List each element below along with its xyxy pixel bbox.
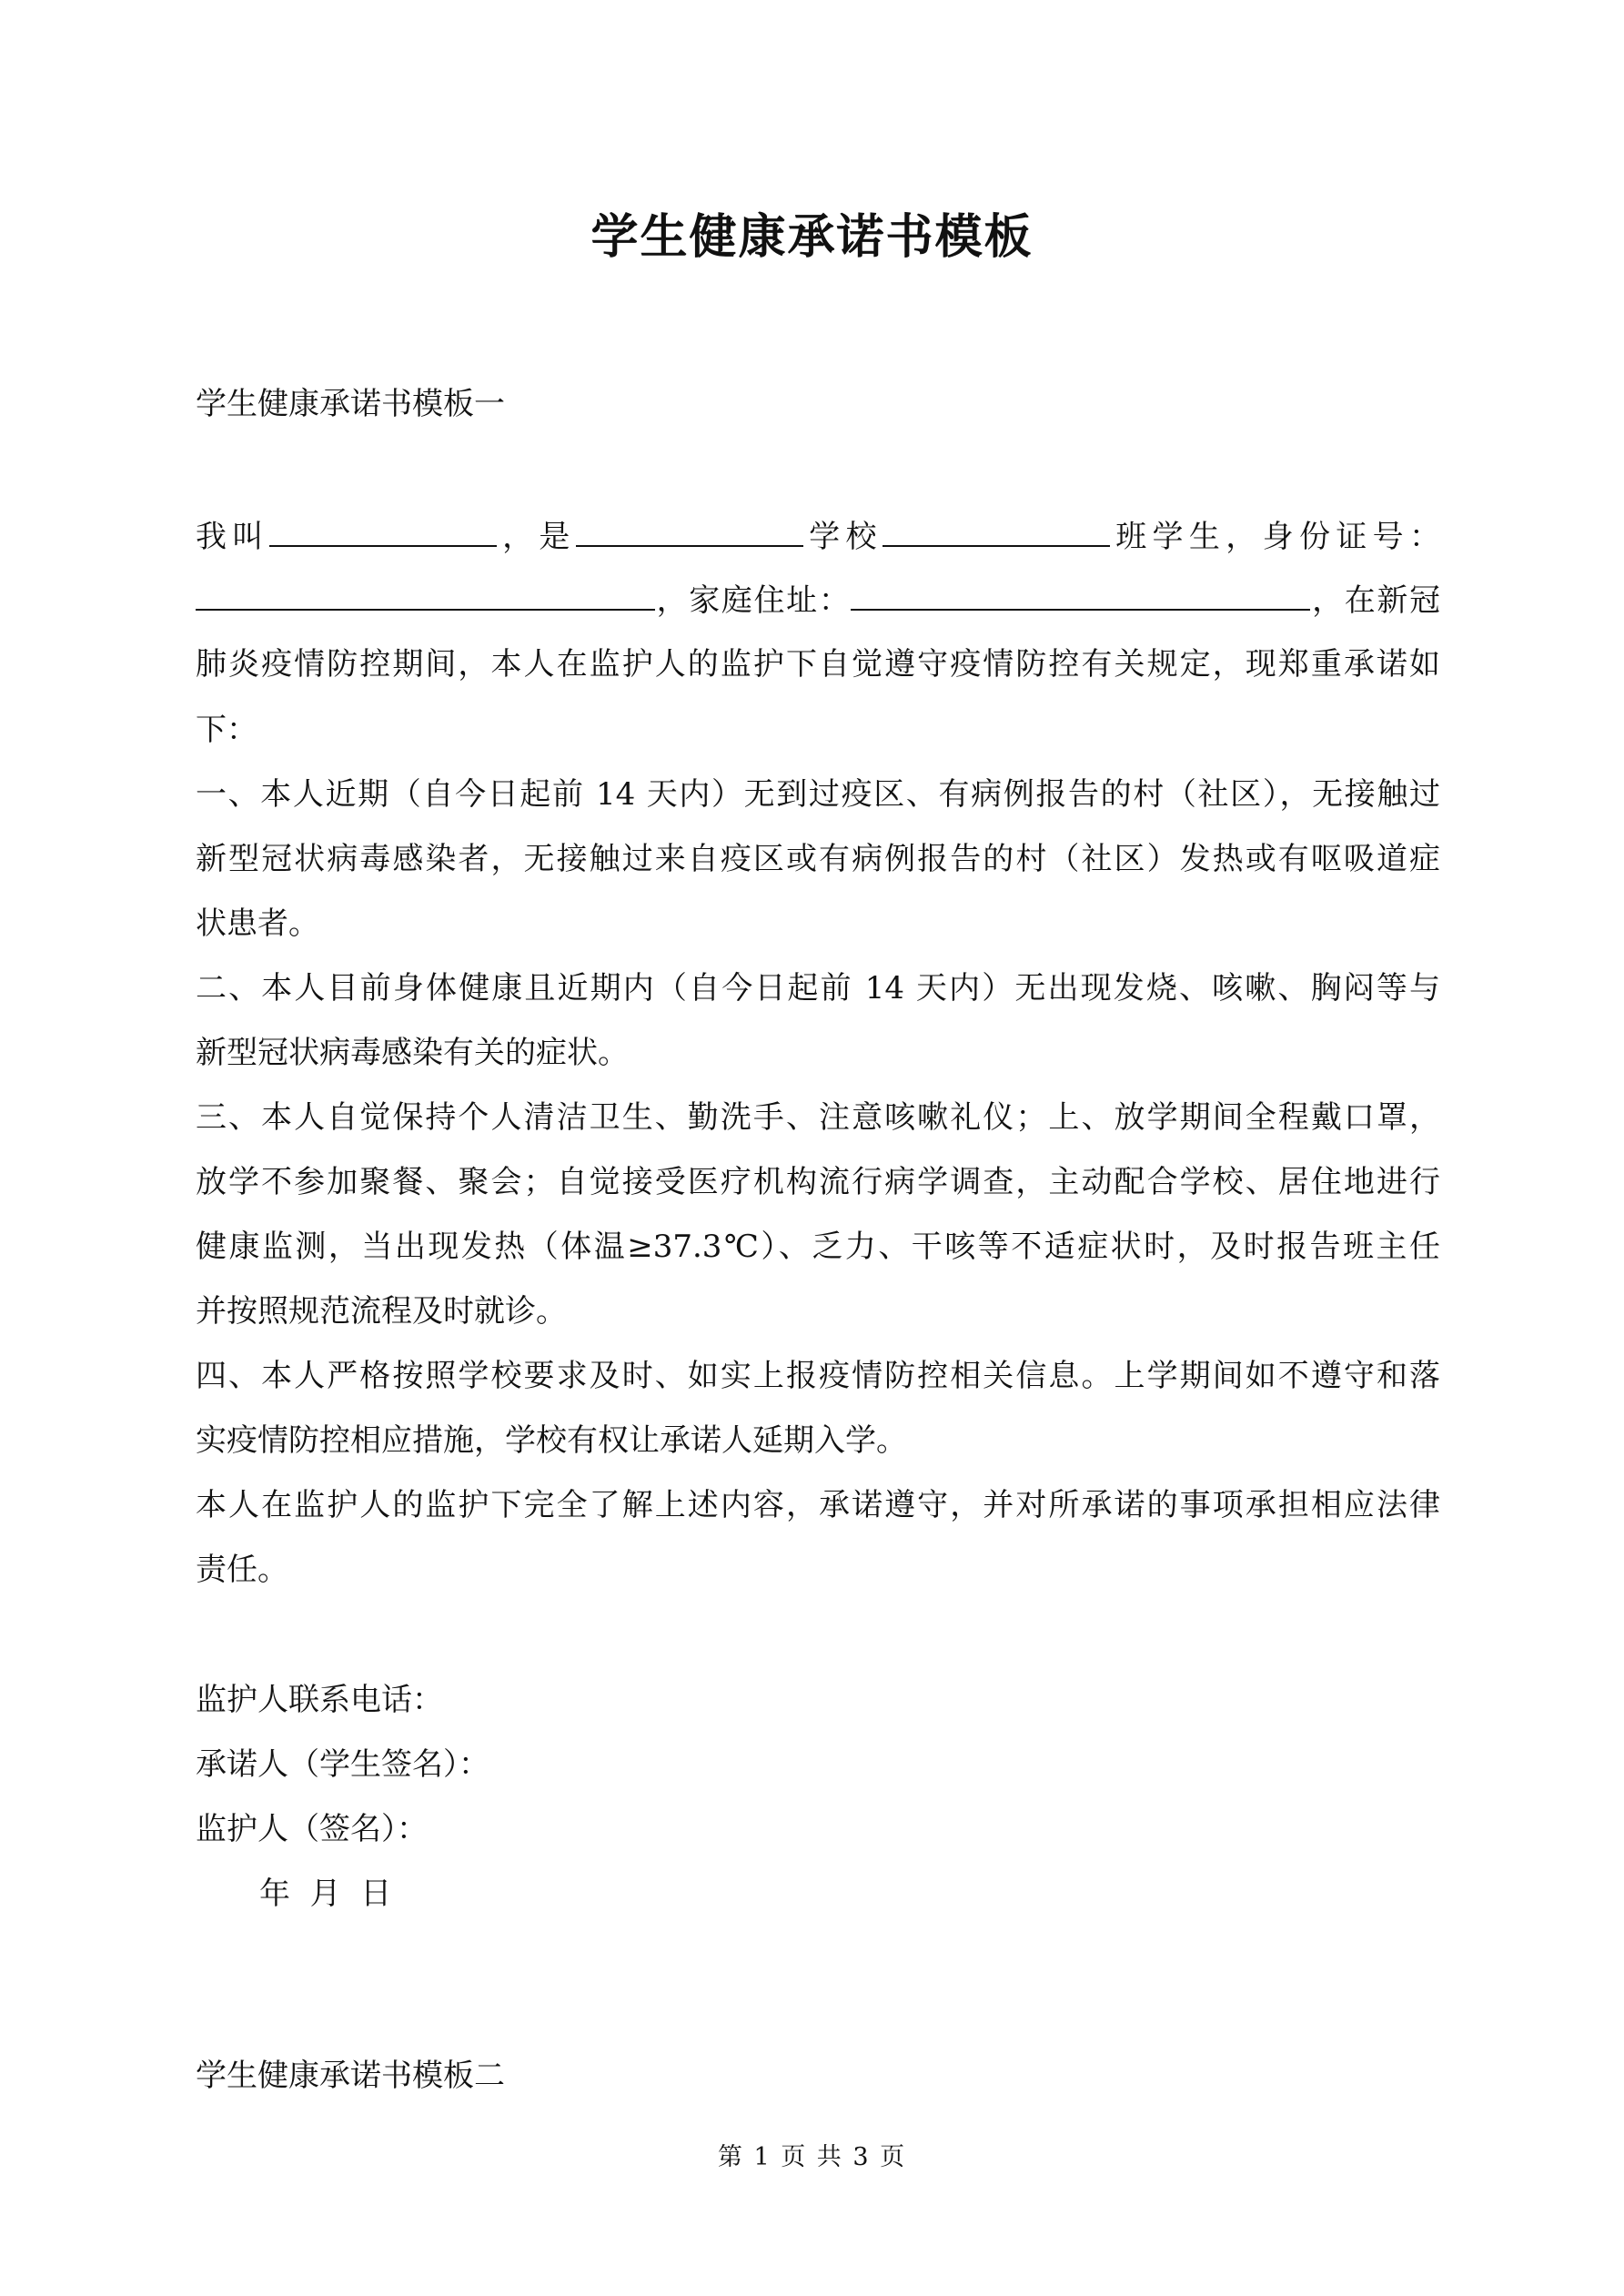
intro-text: 班学生，身份证号： (1109, 519, 1441, 555)
intro-text: ，是 (496, 519, 576, 555)
date-label: 年 月 日 (259, 1876, 392, 1912)
intro-line-1 (196, 517, 1440, 557)
class-blank[interactable] (883, 518, 1110, 547)
intro-text: ，在新冠 (1310, 582, 1441, 619)
clause-three-line-1: 三、本人自觉保持个人清洁卫生、勤洗手、注意咳嗽礼仪；上、放学期间全程戴口罩， (196, 1099, 1440, 1136)
clause-one-line-2: 新型冠状病毒感染者，无接触过来自疫区或有病例报告的村（社区）发热或有呕吸道症 (196, 841, 1440, 877)
guardian-signature-label: 监护人（签名）： (196, 1811, 428, 1847)
name-blank[interactable] (269, 518, 497, 547)
school-blank[interactable] (576, 518, 803, 547)
clause-three-line-4: 并按照规范流程及时就诊。 (196, 1293, 567, 1330)
intro-line-2 (196, 581, 1440, 621)
clause-two-line-2: 新型冠状病毒感染有关的症状。 (196, 1035, 629, 1071)
clause-three-line-3: 健康监测，当出现发热（体温≥37.3℃）、乏力、干咳等不适症状时，及时报告班主任 (196, 1229, 1440, 1265)
intro-text: 我叫 (196, 519, 269, 555)
clause-three-line-2: 放学不参加聚餐、聚会；自觉接受医疗机构流行病学调查，主动配合学校、居住地进行 (196, 1164, 1440, 1200)
student-signature-label: 承诺人（学生签名）： (196, 1746, 489, 1783)
template-one-heading: 学生健康承诺书模板一 (196, 386, 505, 422)
closing-line-1: 本人在监护人的监护下完全了解上述内容，承诺遵守，并对所承诺的事项承担相应法律 (196, 1487, 1440, 1523)
intro-text: ，家庭住址： (655, 582, 852, 619)
intro-text: 学校 (802, 519, 883, 555)
page-indicator: 第 1 页 共 3 页 (717, 2143, 907, 2171)
clause-one-line-1: 一、本人近期（自今日起前 14 天内）无到过疫区、有病例报告的村（社区），无接触过 (196, 776, 1440, 813)
clause-four-line-1: 四、本人严格按照学校要求及时、如实上报疫情防控相关信息。上学期间如不遵守和落 (196, 1358, 1440, 1394)
guardian-phone-label: 监护人联系电话： (196, 1682, 443, 1718)
clause-one-line-3: 状患者。 (196, 905, 319, 942)
template-two-heading: 学生健康承诺书模板二 (196, 2058, 505, 2094)
clause-four-line-2: 实疫情防控相应措施，学校有权让承诺人延期入学。 (196, 1422, 907, 1459)
intro-line-4: 下： (196, 712, 257, 748)
id-number-blank[interactable] (196, 582, 655, 611)
page-title: 学生健康承诺书模板 (590, 209, 1034, 265)
clause-two-line-1: 二、本人目前身体健康且近期内（自今日起前 14 天内）无出现发烧、咳嗽、胸闷等与 (196, 970, 1440, 1006)
intro-line-3: 肺炎疫情防控期间，本人在监护人的监护下自觉遵守疫情防控有关规定，现郑重承诺如 (196, 646, 1440, 683)
address-blank[interactable] (851, 582, 1310, 611)
closing-line-2: 责任。 (196, 1552, 288, 1588)
